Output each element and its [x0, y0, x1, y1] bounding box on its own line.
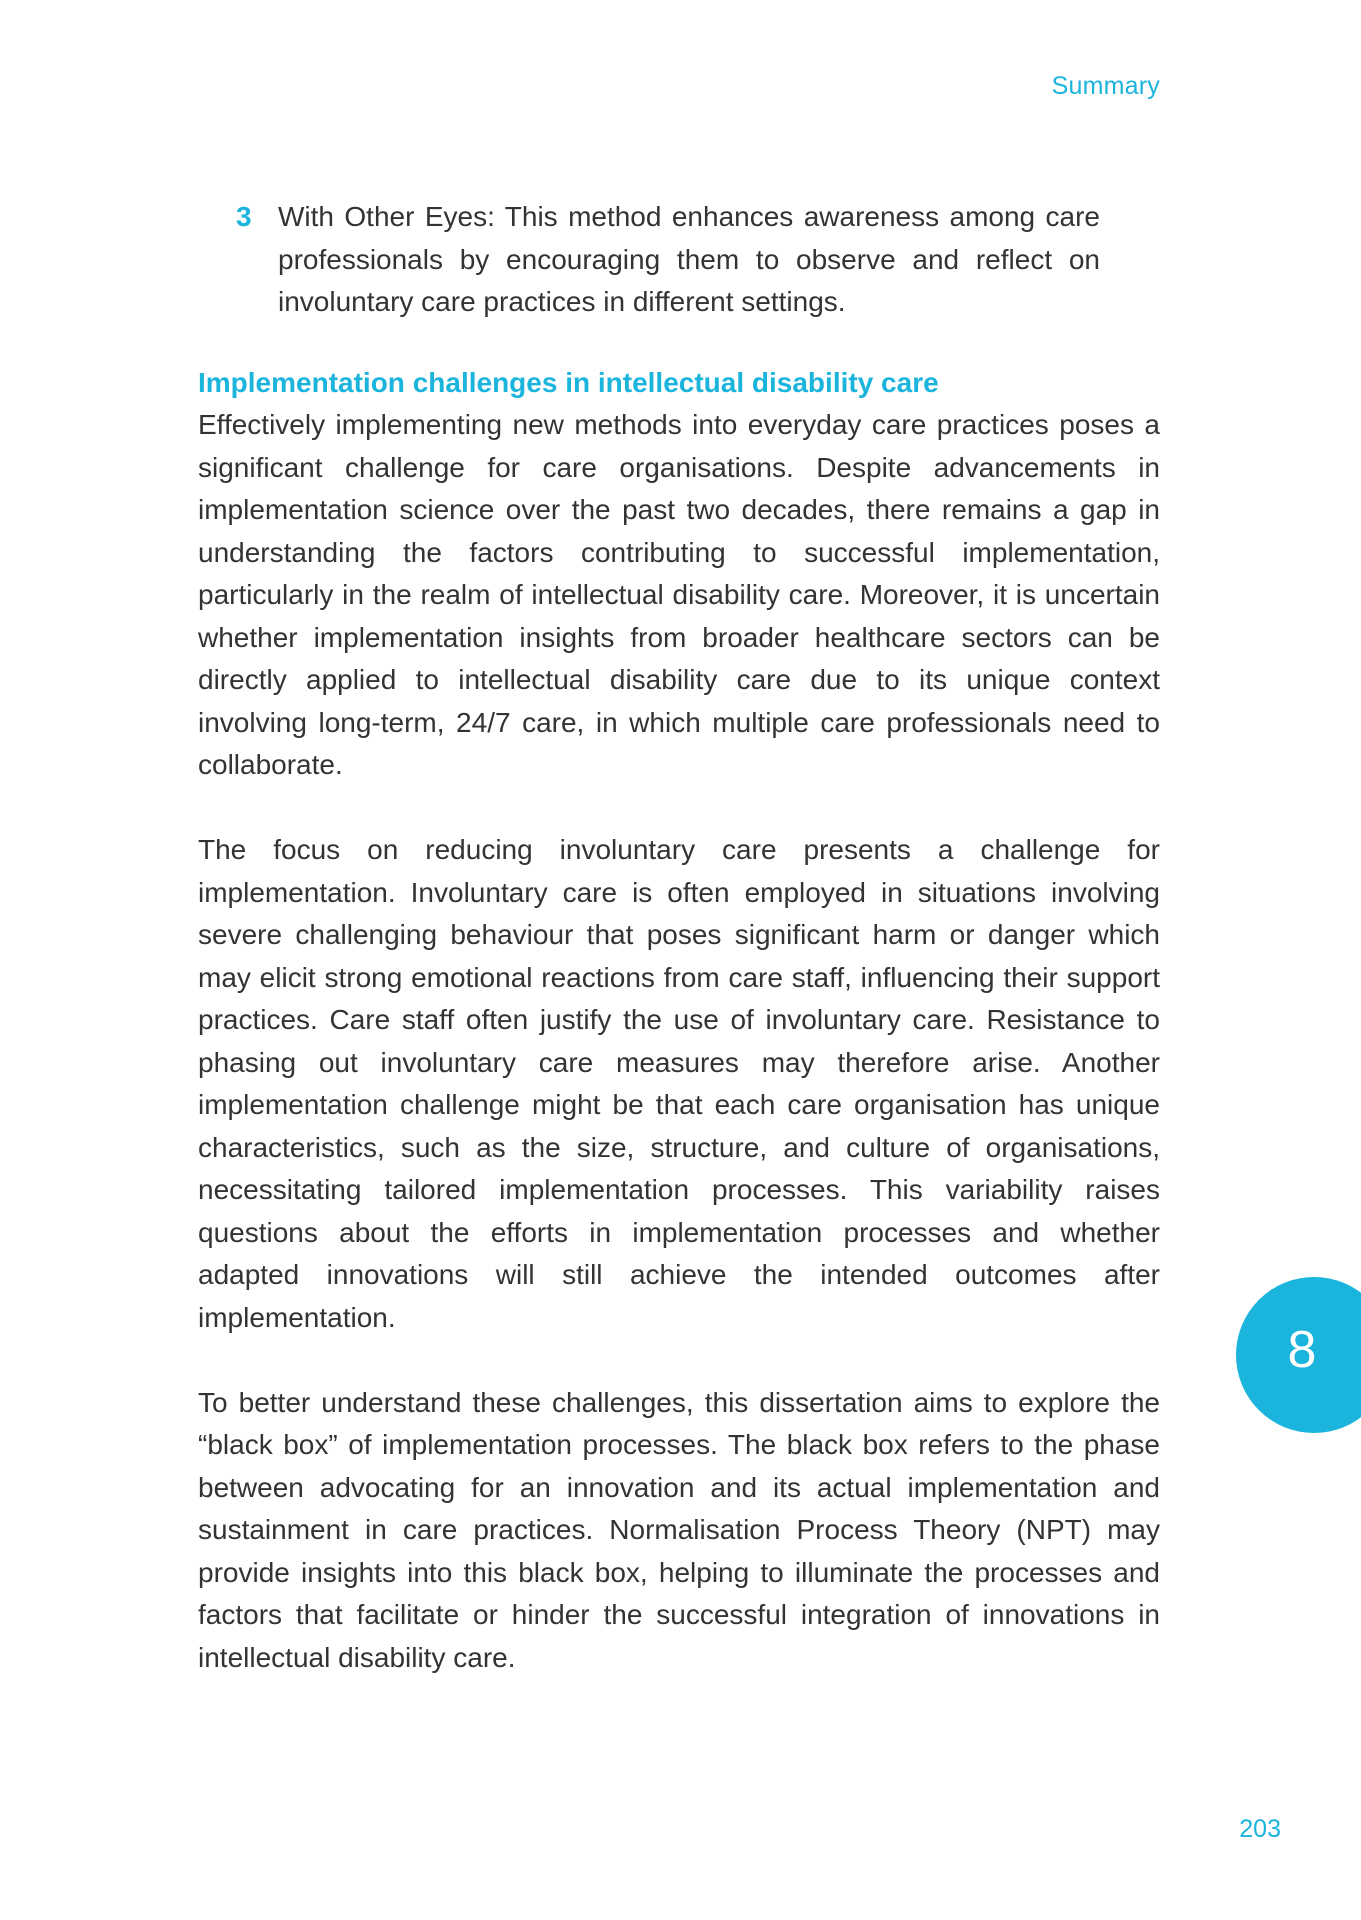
- chapter-number: 8: [1287, 1321, 1317, 1379]
- list-item-text: With Other Eyes: This method enhances awareness among care professionals by encouraging them to observe and reflect on involuntary care practices in different settings.: [278, 201, 1100, 317]
- page-number: 203: [1239, 1815, 1281, 1843]
- section-heading: Implementation challenges in intellectual disability care: [198, 366, 939, 398]
- paragraph-2: The focus on reducing involuntary care presents a challenge for implementation. Involuntary care is often employed in situations involving severe challenging behaviour that poses significant harm or danger which may elicit strong emotional reactions from care staff, influencing their support practices. Care staff often justify the use of involuntary care. Resistance to phasing out involuntary care measures may therefore arise. Another implementation challenge might be that each care organisation has unique characteristics, such as the size, structure, and culture of organisations, necessitating tailored implementation processes. This variability raises questions about the efforts in implementation processes and whether adapted innovations will still achieve the intended outcomes after implementation.: [198, 834, 1160, 1333]
- list-item: [236, 196, 1160, 324]
- list-number: 3: [236, 201, 252, 232]
- paragraph-1: Effectively implementing new methods into everyday care practices poses a significant challenge for care organisations. Despite advancements in implementation science over the past two decades, there remains a gap in understanding the factors contributing to successful implementation, particularly in the realm of intellectual disability care. Moreover, it is uncertain whether implementation insights from broader healthcare sectors can be directly applied to intellectual disability care due to its unique context involving long-term, 24/7 care, in which multiple care professionals need to collaborate.: [198, 409, 1160, 780]
- paragraph-3: To better understand these challenges, this dissertation aims to explore the “black box” of implementation processes. The black box refers to the phase between advocating for an innovation and its actual implementation and sustainment in care practices. Normalisation Process Theory (NPT) may provide insights into this black box, helping to illuminate the processes and factors that facilitate or hinder the successful integration of innovations in intellectual disability care.: [198, 1386, 1160, 1673]
- running-header: Summary: [1051, 72, 1160, 100]
- page-content: [198, 196, 1160, 1722]
